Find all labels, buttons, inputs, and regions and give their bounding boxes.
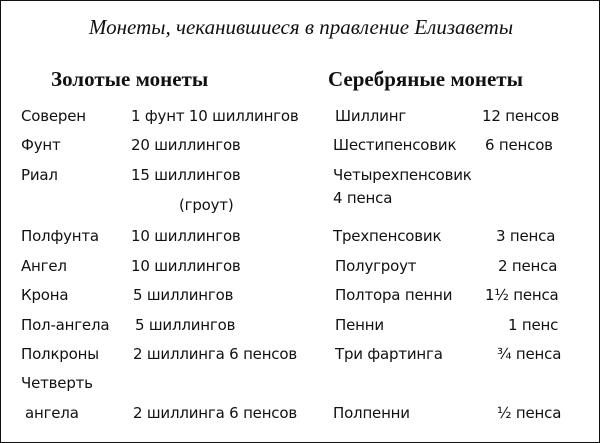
- gold-coin-value: 1 фунт 10 шиллингов: [131, 107, 299, 125]
- silver-coin-value: ¾ пенса: [497, 345, 562, 363]
- gold-coin-value: 2 шиллинга 6 пенсов: [133, 345, 297, 363]
- silver-coins-heading: Серебряные монеты: [328, 67, 524, 91]
- silver-coin-value: 2 пенса: [498, 257, 558, 275]
- silver-coin-name: Трехпенсовик: [333, 227, 442, 245]
- silver-coin-name: Пенни: [335, 316, 384, 334]
- silver-coin-name: Полтора пенни: [335, 286, 453, 304]
- silver-coin-value: 4 пенса: [333, 189, 393, 207]
- document-title: Монеты, чеканившиеся в правление Елизаветы: [88, 15, 514, 39]
- silver-coin-name: Полугроут: [335, 257, 417, 275]
- gold-coin-name: Четверть: [21, 374, 93, 392]
- gold-coin-name: Фунт: [21, 136, 61, 154]
- gold-coin-value-note: (гроут): [179, 196, 234, 214]
- gold-coins-heading: Золотые монеты: [51, 67, 209, 91]
- gold-coin-name: Ангел: [21, 257, 67, 275]
- silver-coin-value: 3 пенса: [496, 227, 556, 245]
- gold-coin-name: Соверен: [21, 107, 86, 125]
- silver-coin-name: Четырехпенсовик: [333, 166, 472, 184]
- silver-coin-name: Шестипенсовик: [333, 136, 457, 154]
- silver-coin-value: ½ пенса: [497, 404, 562, 422]
- silver-coin-value: 6 пенсов: [485, 136, 553, 154]
- silver-coin-name: Шиллинг: [335, 107, 406, 125]
- silver-coin-name: Полпенни: [333, 404, 410, 422]
- silver-coin-value: 12 пенсов: [482, 107, 560, 125]
- gold-coin-name: Пол-ангела: [21, 316, 110, 334]
- gold-coin-value: 5 шиллингов: [135, 316, 236, 334]
- gold-coin-value: 5 шиллингов: [133, 286, 234, 304]
- silver-coin-name: Три фартинга: [335, 345, 443, 363]
- silver-coin-value: 1½ пенса: [485, 286, 559, 304]
- gold-coin-value: 10 шиллингов: [131, 257, 241, 275]
- gold-coin-name: ангела: [25, 404, 79, 422]
- gold-coin-name: Крона: [21, 286, 69, 304]
- gold-coin-value: 20 шиллингов: [131, 136, 241, 154]
- silver-coin-value: 1 пенс: [508, 316, 559, 334]
- gold-coin-value: 10 шиллингов: [131, 227, 241, 245]
- gold-coin-name: Полфунта: [21, 227, 99, 245]
- gold-coin-name: Риал: [21, 166, 58, 184]
- gold-coin-value: 15 шиллингов: [131, 166, 241, 184]
- gold-coin-name: Полкроны: [21, 345, 99, 363]
- gold-coin-value: 2 шиллинга 6 пенсов: [133, 404, 297, 422]
